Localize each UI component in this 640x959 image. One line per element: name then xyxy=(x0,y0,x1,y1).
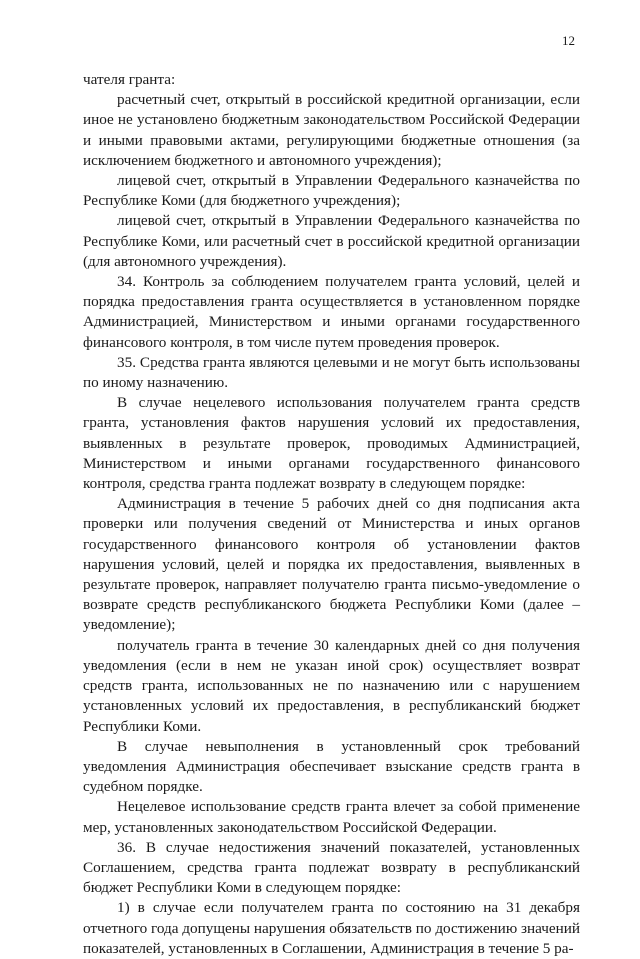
paragraph-34: 34. Контроль за соблюдением получателем гранта условий, целей и порядка предоставления гранта осуществляется в установленном порядке Администрацией, Министерством и иными органами государственного финансового контроля, в том числе путем проведения проверок. xyxy=(83,273,580,351)
paragraph-nonfulfillment: В случае невыполнения в установленный срок требований уведомления Администрация обеспечивает взыскание средств гранта в судебном порядке. xyxy=(83,737,580,796)
paragraph-36: 36. В случае недостижения значений показателей, установленных Соглашением, средства гранта подлежат возврату в республиканский бюджет Республики Коми в следующем порядке: xyxy=(83,838,580,897)
document-body xyxy=(83,70,580,959)
paragraph-recipient: получатель гранта в течение 30 календарных дней со дня получения уведомления (если в нем не указан иной срок) осуществляет возврат средств гранта, использованных не по назначению или с нарушением установленных условий их предоставления, в республиканский бюджет Республики Коми. xyxy=(83,636,580,735)
paragraph-35: 35. Средства гранта являются целевыми и не могут быть использованы по иному назначению. xyxy=(83,353,580,392)
paragraph-4: лицевой счет, открытый в Управлении Федерального казначейства по Республике Коми, или расчетный счет в российской кредитной организации (для автономного учреждения). xyxy=(83,212,580,270)
paragraph-administration: Администрация в течение 5 рабочих дней со дня подписания акта проверки или получения сведений от Министерства и иных органов государственного финансового контроля об установлении фактов нарушения условий, целей и порядка их предоставления, выявленных в результате проверок, направляет получателю гранта письмо-уведомление о возврате средств республиканского бюджета Республики Коми (далее – уведомление); xyxy=(83,495,580,634)
paragraph-misuse: В случае нецелевого использования получателем гранта средств гранта, установления фактов нарушения условий их предоставления, выявленных в результате проверок, проводимых Администрацией, Министерством и иными органами государственного финансового контроля, средства гранта подлежат возврату в следующем порядке: xyxy=(83,394,580,493)
paragraph-1: чателя гранта: xyxy=(83,71,176,88)
page-number: 12 xyxy=(562,33,575,48)
paragraph-36-1: 1) в случае если получателем гранта по состоянию на 31 декабря отчетного года допущены нарушения обязательств по достижению значений показателей, установленных в Соглашении, Администрация в течение 5 ра- xyxy=(83,899,580,957)
paragraph-3: лицевой счет, открытый в Управлении Федерального казначейства по Республике Коми (для бюджетного учреждения); xyxy=(83,172,580,210)
paragraph-misuse-measures: Нецелевое использование средств гранта влечет за собой применение мер, установленных законодательством Российской Федерации. xyxy=(83,798,580,836)
paragraph-2: расчетный счет, открытый в российской кредитной организации, если иное не установлено бюджетным законодательством Российской Федерации и иными правовыми актами, регулирующими бюджетные отношения (за исключением бюджетного и автономного учреждения); xyxy=(83,91,580,169)
